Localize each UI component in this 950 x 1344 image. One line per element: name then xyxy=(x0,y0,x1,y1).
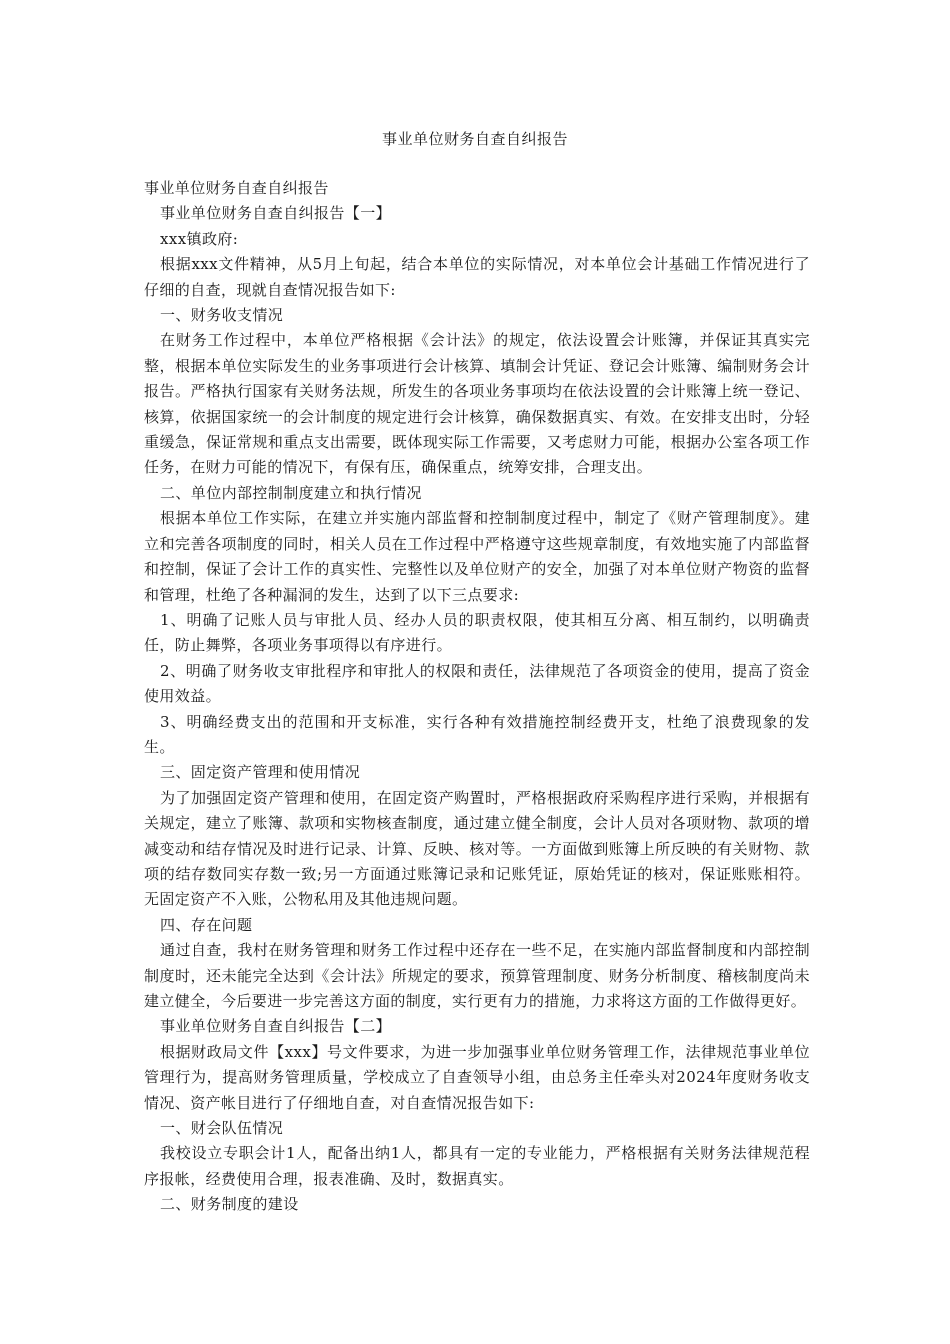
paragraph: 根据财政局文件【xxx】号文件要求，为进一步加强事业单位财务管理工作，法律规范事业单位管理行为，提高财务管理质量，学校成立了自查领导小组，由总务主任牵头对2024年度财务收支情况、资产帐目进行了仔细地自查，对自查情况报告如下: xyxy=(144,1042,810,1112)
paragraph: 为了加强固定资产管理和使用，在固定资产购置时，严格根据政府采购程序进行采购，并根据有关规定，建立了账簿、款项和实物核查制度，通过建立健全制度，会计人员对各项财物、款项的增减变动和结存情况及时进行记录、计算、反映、核对等。一方面做到账簿上所反映的有关财物、款项的结存数同实存数一致;另一方面通过账簿记录和记账凭证，原始凭证的核对，保证账账相符。无固定资产不入账，公物私用及其他违规问题。 xyxy=(144,788,810,909)
document-title: 事业单位财务自查自纠报告 xyxy=(381,130,568,148)
paragraph: 根据本单位工作实际，在建立并实施内部监督和控制制度过程中，制定了《财产管理制度》。建立和完善各项制度的同时，相关人员在工作过程中严格遵守这些规章制度，有效地实施了内部监督和控制，保证了会计工作的真实性、完整性以及单位财产的安全，加强了对本单位财产物资的监督和管理，杜绝了各种漏洞的发生，达到了以下三点要求: xyxy=(144,509,810,604)
subsection-heading: 二、财务制度的建设 xyxy=(160,1195,299,1214)
section-heading: 事业单位财务自查自纠报告【一】 xyxy=(160,204,392,223)
paragraph: 通过自查，我村在财务管理和财务工作过程中还存在一些不足，在实施内部监督制度和内部控制制度时，还未能完全达到《会计法》所规定的要求，预算管理制度、财务分析制度、稽核制度尚未建立健全，今后要进一步完善这方面的制度，实行更有力的措施，力求将这方面的工作做得更好。 xyxy=(144,941,810,1010)
salutation: xxx镇政府: xyxy=(160,229,239,248)
paragraph: 在财务工作过程中，本单位严格根据《会计法》的规定，依法设置会计账簿，并保证其真实完整，根据本单位实际发生的业务事项进行会计核算、填制会计凭证、登记会计账簿、编制财务会计报告。严格执行国家有关财务法规，所发生的各项业务事项均在依法设置的会计账簿上统一登记、核算，依据国家统一的会计制度的规定进行会计核算，确保数据真实、有效。在安排支出时，分轻重缓急，保证常规和重点支出需要，既体现实际工作需要，又考虑财力可能，根据办公室各项工作任务，在财力可能的情况下，有保有压，确保重点，统筹安排，合理支出。 xyxy=(144,331,810,477)
subsection-heading: 一、财务收支情况 xyxy=(160,306,284,325)
paragraph: 我校设立专职会计1人，配备出纳1人，都具有一定的专业能力，严格根据有关财务法律规范程序报帐，经费使用合理，报表准确、及时，数据真实。 xyxy=(144,1144,810,1188)
body-heading: 事业单位财务自查自纠报告 xyxy=(144,179,329,197)
subsection-heading: 一、财会队伍情况 xyxy=(160,1119,284,1138)
section-heading: 事业单位财务自查自纠报告【二】 xyxy=(160,1017,392,1036)
subsection-heading: 三、固定资产管理和使用情况 xyxy=(160,763,361,782)
paragraph: 根据xxx文件精神，从5月上旬起，结合本单位的实际情况，对本单位会计基础工作情况进行了仔细的自查，现就自查情况报告如下: xyxy=(144,255,810,299)
subsection-heading: 二、单位内部控制制度建立和执行情况 xyxy=(160,483,422,502)
document-body xyxy=(144,176,810,1218)
list-item: 2、明确了财务收支审批程序和审批人的权限和责任，法律规范了各项资金的使用，提高了资金使用效益。 xyxy=(144,661,810,706)
list-item: 1、明确了记账人员与审批人员、经办人员的职责权限，使其相互分离、相互制约，以明确责任，防止舞弊，各项业务事项得以有序进行。 xyxy=(144,610,810,655)
list-item: 3、明确经费支出的范围和开支标准，实行各种有效措施控制经费开支，杜绝了浪费现象的发生。 xyxy=(144,712,810,756)
subsection-heading: 四、存在问题 xyxy=(160,915,253,934)
